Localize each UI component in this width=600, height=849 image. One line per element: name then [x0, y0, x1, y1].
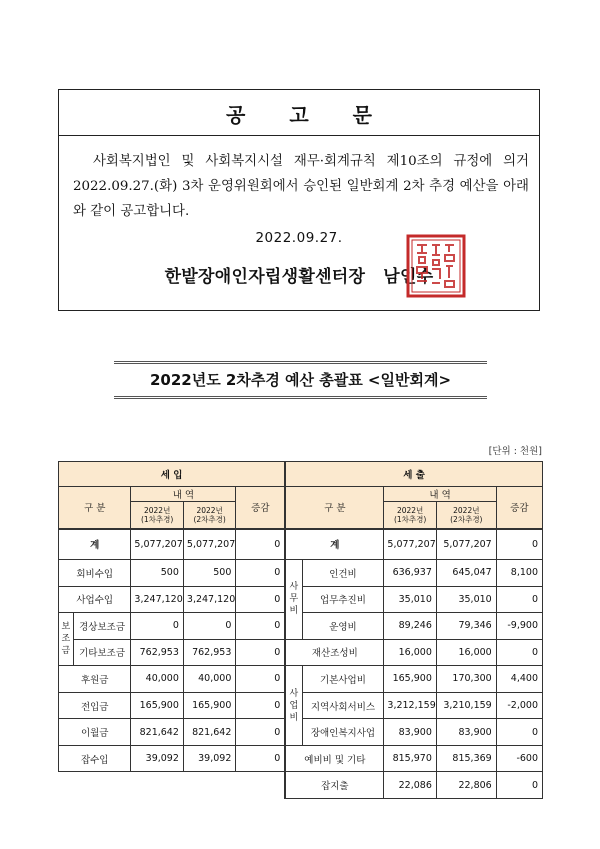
table-row — [59, 772, 543, 799]
expense-v2: 22,806 — [436, 772, 496, 799]
income-v2: 0 — [183, 613, 235, 640]
notice-title-char: 문 — [352, 103, 372, 127]
income-v1: 39,092 — [131, 745, 183, 772]
expense-col-second — [436, 501, 496, 529]
expense-v1: 815,970 — [384, 745, 436, 772]
table-row — [59, 745, 543, 772]
table-title: 2022년도 2차추경 예산 총괄표 <일반회계> — [149, 371, 452, 389]
expense-v1: 89,246 — [384, 613, 436, 640]
income-total-v1: 5,077,207 — [131, 529, 183, 560]
notice-body: 사회복지법인 및 사회복지시설 재무·회계규칙 제10조의 규정에 의거 2022.09.27.(화) 3차 운영위원회에서 승인된 일반회계 2차 추경 예산을 아래와 같이 공고합니다. — [73, 154, 529, 219]
col-year: 2022년 — [396, 505, 424, 515]
income-label: 경상보조금 — [73, 613, 131, 640]
income-total-label: 계 — [59, 529, 131, 560]
expense-v1: 636,937 — [384, 560, 436, 587]
income-v2: 762,953 — [183, 639, 235, 666]
income-category-header: 구 분 — [59, 486, 131, 529]
income-v1: 165,900 — [131, 692, 183, 719]
income-v2: 821,642 — [183, 719, 235, 746]
income-v2: 500 — [183, 560, 235, 587]
income-total-v2: 5,077,207 — [183, 529, 235, 560]
col-sub: (1차추경) — [393, 514, 427, 524]
expense-total-v2: 5,077,207 — [436, 529, 496, 560]
col-sub: (1차추경) — [140, 514, 174, 524]
income-label: 기타보조금 — [73, 639, 131, 666]
expense-label: 재산조성비 — [285, 639, 384, 666]
income-label: 회비수입 — [59, 560, 131, 587]
expense-category-header: 구 분 — [285, 486, 384, 529]
expense-change-header: 증감 — [496, 486, 542, 529]
income-group-subsidy-label: 보 조 금 — [61, 622, 71, 657]
expense-v2: 645,047 — [436, 560, 496, 587]
expense-total-v1: 5,077,207 — [384, 529, 436, 560]
income-diff: 0 — [236, 586, 285, 613]
notice-box — [58, 89, 540, 311]
official-seal-icon — [405, 233, 467, 299]
income-change-header: 증감 — [236, 486, 285, 529]
income-label: 잡수입 — [59, 745, 131, 772]
income-v1: 821,642 — [131, 719, 183, 746]
expense-v1: 3,212,159 — [384, 692, 436, 719]
expense-group-program-label: 사 업 비 — [289, 688, 299, 723]
expense-v1: 22,086 — [384, 772, 436, 799]
income-total-diff: 0 — [236, 529, 285, 560]
notice-divider — [59, 135, 539, 136]
header-row — [59, 462, 543, 487]
table-row — [59, 529, 543, 560]
expense-v2: 83,900 — [436, 719, 496, 746]
notice-title-char: 고 — [289, 103, 309, 127]
income-header: 세 입 — [59, 462, 286, 487]
table-title-rule-bottom — [114, 396, 487, 401]
expense-diff: -2,000 — [496, 692, 542, 719]
income-v2: 39,092 — [183, 745, 235, 772]
expense-label: 운영비 — [302, 613, 384, 640]
income-detail-header: 내 역 — [131, 486, 236, 501]
notice-date: 2022.09.27. — [255, 230, 343, 246]
expense-label: 장애인복지사업 — [302, 719, 384, 746]
income-diff: 0 — [236, 560, 285, 587]
signer-org: 한밭장애인자립생활센터장 — [164, 267, 366, 287]
col-sub: (2차추경) — [450, 514, 483, 524]
income-v2: 40,000 — [183, 666, 235, 693]
expense-group-admin — [285, 560, 302, 640]
expense-v1: 35,010 — [384, 586, 436, 613]
income-diff: 0 — [236, 613, 285, 640]
notice-title — [59, 99, 539, 128]
expense-total-label: 계 — [285, 529, 384, 560]
expense-diff: 0 — [496, 772, 542, 799]
table-row — [59, 666, 543, 693]
expense-diff: 8,100 — [496, 560, 542, 587]
col-year: 2022년 — [196, 505, 223, 515]
income-label: 후원금 — [59, 666, 131, 693]
header-row — [59, 486, 543, 501]
expense-label: 지역사회서비스 — [302, 692, 384, 719]
income-col-second — [183, 501, 235, 529]
expense-detail-header: 내 역 — [384, 486, 496, 501]
col-sub: (2차추경) — [193, 514, 226, 524]
income-diff: 0 — [236, 639, 285, 666]
expense-diff: 0 — [496, 719, 542, 746]
income-label: 전입금 — [59, 692, 131, 719]
expense-diff: -600 — [496, 745, 542, 772]
expense-label: 인건비 — [302, 560, 384, 587]
income-v2: 3,247,120 — [183, 586, 235, 613]
expense-v2: 79,346 — [436, 613, 496, 640]
income-v2: 165,900 — [183, 692, 235, 719]
expense-v2: 16,000 — [436, 639, 496, 666]
notice-title-char: 공 — [226, 103, 246, 127]
col-year: 2022년 — [143, 505, 171, 515]
table-title-rule-top — [114, 361, 487, 366]
income-diff: 0 — [236, 666, 285, 693]
expense-label: 업무추진비 — [302, 586, 384, 613]
expense-total-diff: 0 — [496, 529, 542, 560]
expense-v2: 170,300 — [436, 666, 496, 693]
expense-diff: 4,400 — [496, 666, 542, 693]
income-label: 이월금 — [59, 719, 131, 746]
col-year: 2022년 — [453, 505, 480, 515]
unit-label: [단위 : 천원] — [488, 446, 542, 457]
income-diff: 0 — [236, 692, 285, 719]
signer-name: 남인수 — [383, 267, 434, 287]
expense-diff: 0 — [496, 586, 542, 613]
income-v1: 3,247,120 — [131, 586, 183, 613]
expense-diff: -9,900 — [496, 613, 542, 640]
expense-v1: 16,000 — [384, 639, 436, 666]
expense-v1: 83,900 — [384, 719, 436, 746]
income-diff: 0 — [236, 719, 285, 746]
expense-label: 잡지출 — [285, 772, 384, 799]
expense-v2: 3,210,159 — [436, 692, 496, 719]
income-empty-cell — [59, 772, 286, 799]
expense-v2: 35,010 — [436, 586, 496, 613]
income-v1: 40,000 — [131, 666, 183, 693]
income-diff: 0 — [236, 745, 285, 772]
table-row — [59, 560, 543, 587]
expense-v2: 815,369 — [436, 745, 496, 772]
table-row — [59, 639, 543, 666]
expense-group-admin-label: 사 무 비 — [289, 582, 299, 617]
expense-v1: 165,900 — [384, 666, 436, 693]
expense-label: 기본사업비 — [302, 666, 384, 693]
budget-table — [58, 461, 543, 799]
expense-diff: 0 — [496, 639, 542, 666]
income-label: 사업수입 — [59, 586, 131, 613]
income-col-first — [131, 501, 183, 529]
income-group-subsidy — [59, 613, 74, 666]
expense-col-first — [384, 501, 436, 529]
expense-label: 예비비 및 기타 — [285, 745, 384, 772]
expense-group-program — [285, 666, 302, 746]
income-v1: 0 — [131, 613, 183, 640]
expense-header: 세 출 — [285, 462, 542, 487]
income-v1: 500 — [131, 560, 183, 587]
income-v1: 762,953 — [131, 639, 183, 666]
notice-signature — [59, 262, 539, 287]
